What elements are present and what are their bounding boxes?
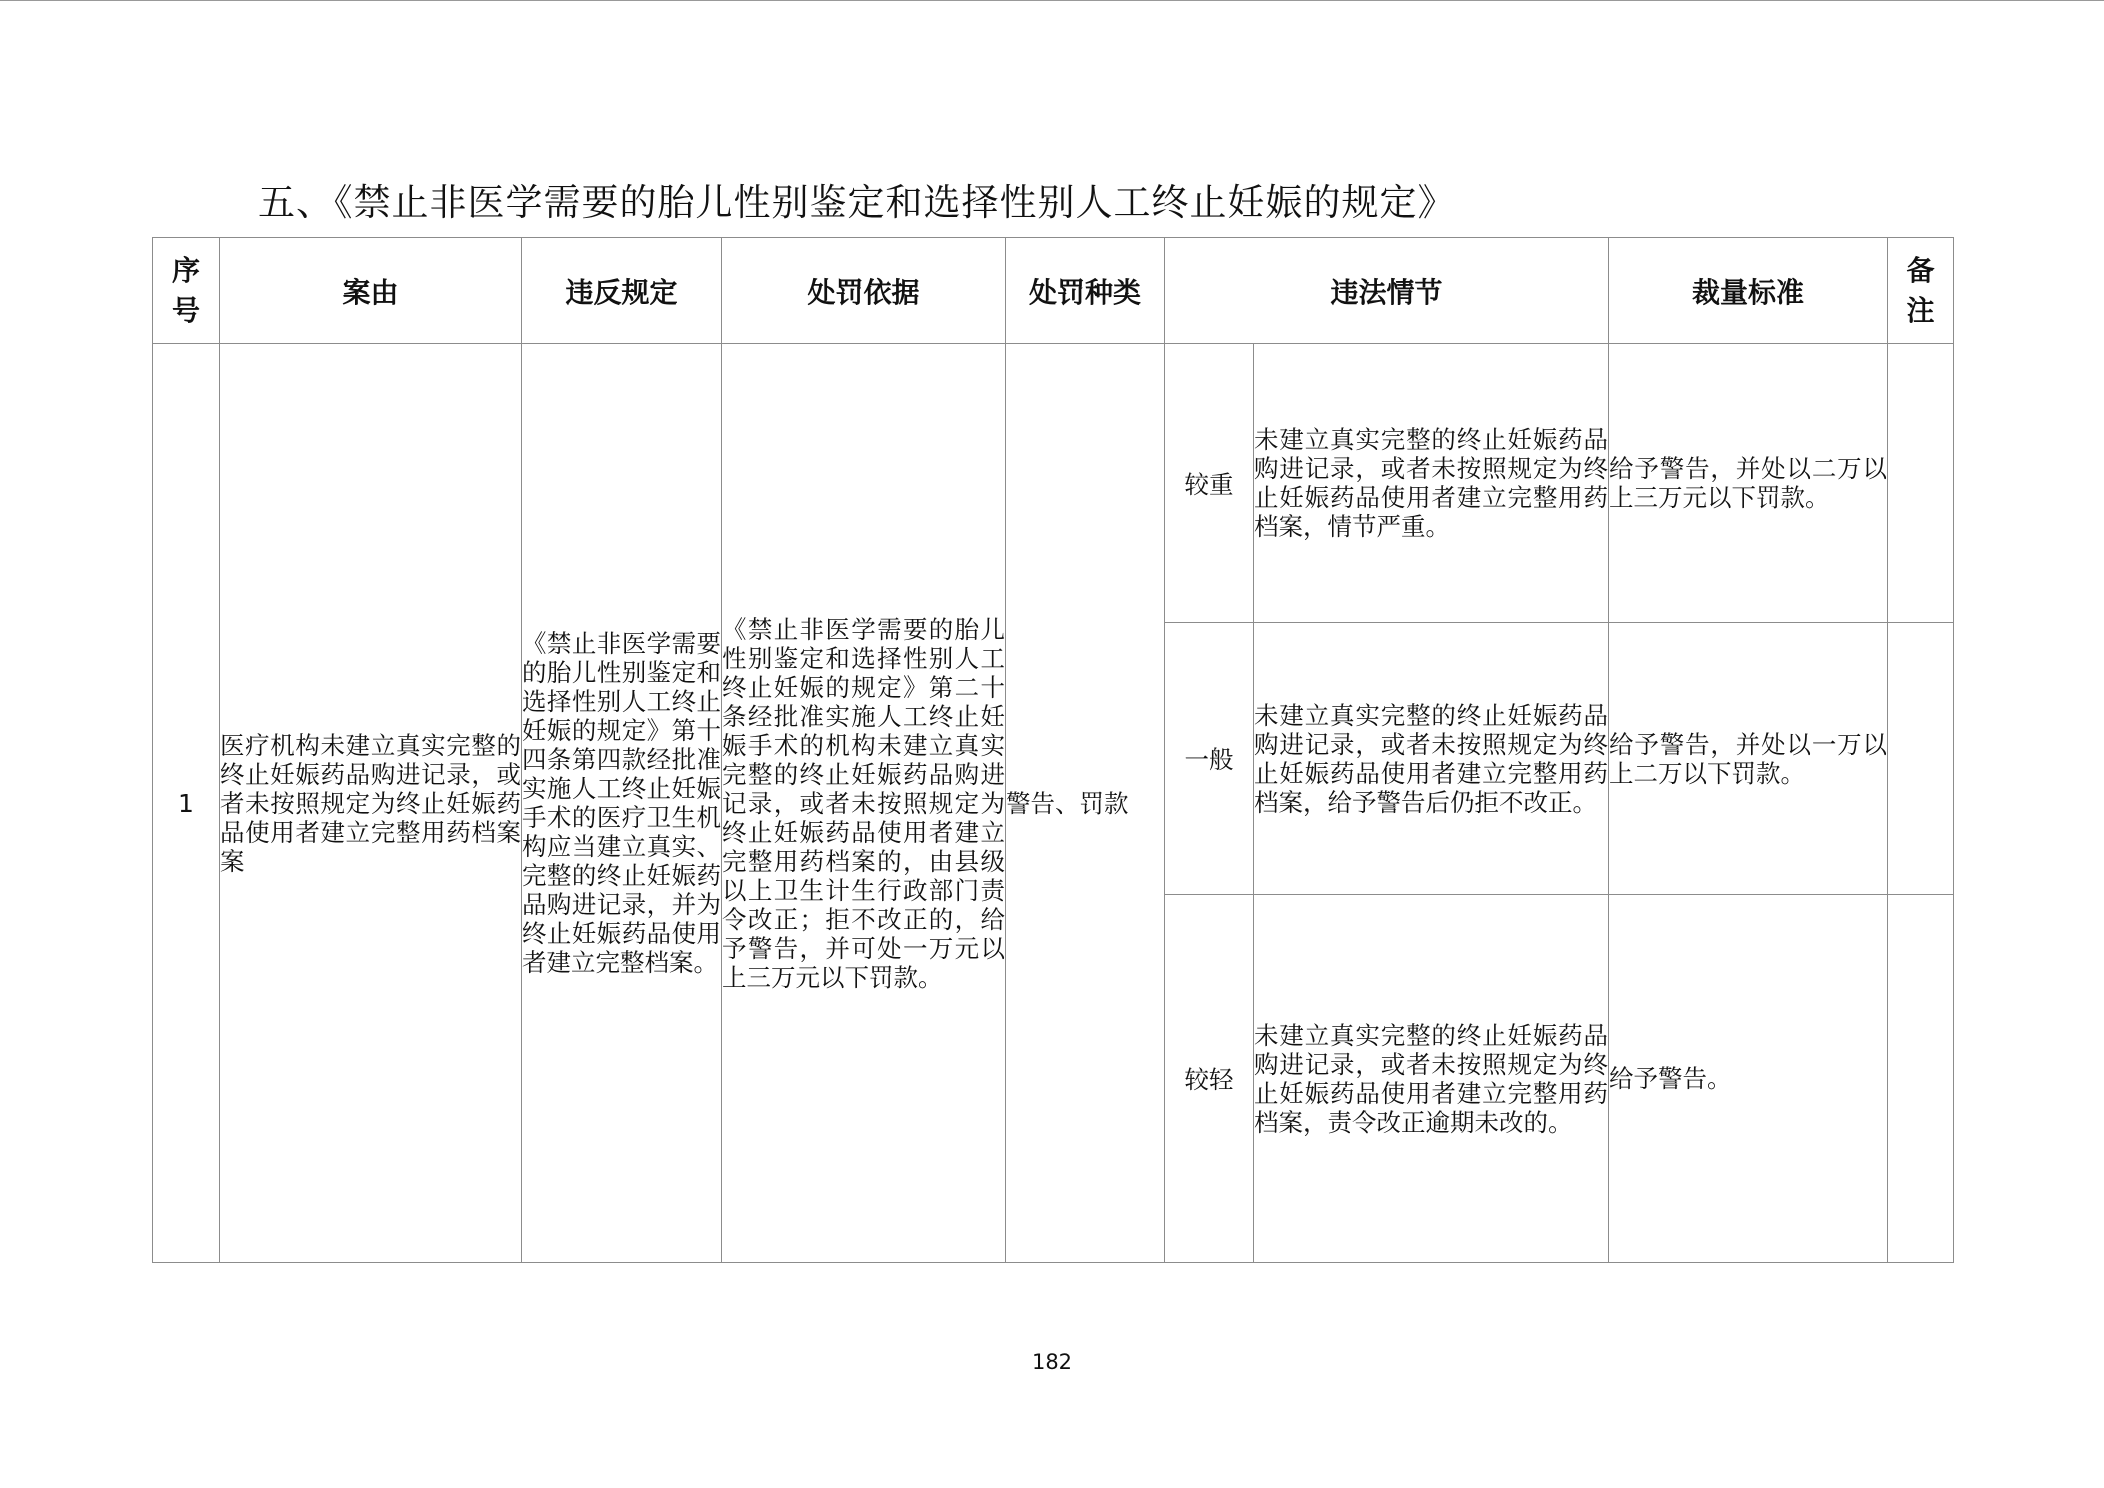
level-remarks [1888, 344, 1954, 623]
row-seq: 1 [153, 344, 220, 1263]
table-row [153, 344, 1954, 623]
level-remarks [1888, 623, 1954, 895]
header-seq: 序号 [153, 238, 220, 344]
header-case: 案由 [220, 238, 522, 344]
level-label: 较重 [1165, 344, 1254, 623]
header-basis: 处罚依据 [722, 238, 1006, 344]
penalty-table [152, 237, 1954, 1263]
page-number: 182 [1031, 1350, 1073, 1374]
row-violation: 《禁止非医学需要的胎儿性别鉴定和选择性别人工终止妊娠的规定》第十四条第四款经批准实施人工终止妊娠手术的医疗卫生机构应当建立真实、完整的终止妊娠药品购进记录，并为终止妊娠药品使用者建立完整档案。 [522, 344, 722, 1263]
header-circumstance: 违法情节 [1165, 238, 1609, 344]
header-remarks: 备注 [1888, 238, 1954, 344]
level-standard: 给予警告。 [1609, 895, 1888, 1263]
row-case: 医疗机构未建立真实完整的终止妊娠药品购进记录，或者未按照规定为终止妊娠药品使用者建立完整用药档案案 [220, 344, 522, 1263]
level-label: 一般 [1165, 623, 1254, 895]
header-standard: 裁量标准 [1609, 238, 1888, 344]
header-penalty-type: 处罚种类 [1006, 238, 1165, 344]
level-label: 较轻 [1165, 895, 1254, 1263]
level-circumstance: 未建立真实完整的终止妊娠药品购进记录，或者未按照规定为终止妊娠药品使用者建立完整用药档案，情节严重。 [1254, 344, 1609, 623]
level-circumstance: 未建立真实完整的终止妊娠药品购进记录，或者未按照规定为终止妊娠药品使用者建立完整用药档案，责令改正逾期未改的。 [1254, 895, 1609, 1263]
level-standard: 给予警告，并处以二万以上三万元以下罚款。 [1609, 344, 1888, 623]
level-remarks [1888, 895, 1954, 1263]
row-basis: 《禁止非医学需要的胎儿性别鉴定和选择性别人工终止妊娠的规定》第二十条经批准实施人工终止妊娠手术的机构未建立真实完整的终止妊娠药品购进记录，或者未按照规定为终止妊娠药品使用者建立完整用药档案的，由县级以上卫生计生行政部门责令改正；拒不改正的，给予警告，并可处一万元以上三万元以下罚款。 [722, 344, 1006, 1263]
level-standard: 给予警告，并处以一万以上二万以下罚款。 [1609, 623, 1888, 895]
header-violation: 违反规定 [522, 238, 722, 344]
header-row [153, 238, 1954, 344]
level-circumstance: 未建立真实完整的终止妊娠药品购进记录，或者未按照规定为终止妊娠药品使用者建立完整用药档案，给予警告后仍拒不改正。 [1254, 623, 1609, 895]
page-top-border [0, 0, 2104, 1]
document-title: 五、《禁止非医学需要的胎儿性别鉴定和选择性别人工终止妊娠的规定》 [258, 181, 1456, 224]
row-penalty-type: 警告、罚款 [1006, 344, 1165, 1263]
